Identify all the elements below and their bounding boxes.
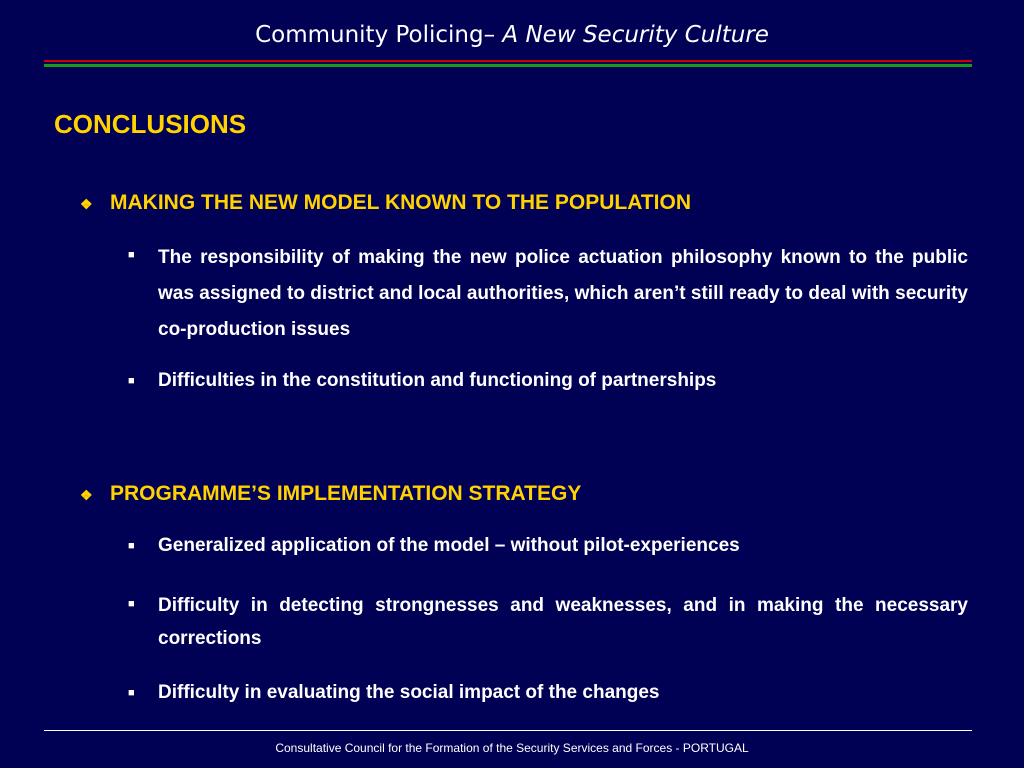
list-item <box>128 533 968 559</box>
slide-title-main: Community Policing <box>255 22 484 48</box>
list-item <box>128 368 968 394</box>
bullet-text: Difficulty in detecting strongnesses and weaknesses, and in making the necessary corrections <box>158 595 968 649</box>
section-model-known <box>80 188 970 391</box>
section-heading: CONCLUSIONS <box>54 109 247 139</box>
slide-title <box>0 20 1024 50</box>
square-bullet-icon: ■ <box>128 249 135 261</box>
bullet-text: Difficulty in evaluating the social impact of the changes <box>158 682 660 703</box>
header-divider-red <box>44 60 972 62</box>
slide-title-dash: – <box>483 22 503 48</box>
list-item <box>128 680 968 706</box>
section-implementation-strategy <box>80 479 970 703</box>
slide-subtitle: A New Security Culture <box>502 22 769 48</box>
diamond-bullet-icon: ❖ <box>80 487 93 503</box>
diamond-bullet-icon: ❖ <box>80 196 93 212</box>
bullet-text: Generalized application of the model – without pilot-experiences <box>158 535 740 556</box>
bullet-text: Difficulties in the constitution and functioning of partnerships <box>158 370 717 391</box>
section-title-row <box>80 479 970 510</box>
bullet-text: The responsibility of making the new police actuation philosophy known to the public was assigned to district and local authorities, which aren’t still ready to deal with security co-production issues <box>158 247 968 340</box>
square-bullet-icon: ■ <box>128 375 135 387</box>
list-item <box>128 589 968 655</box>
footer-divider <box>44 730 972 731</box>
square-bullet-icon: ■ <box>128 687 135 699</box>
footer-text: Consultative Council for the Formation of the Security Services and Forces - PORTUGAL <box>275 741 749 755</box>
square-bullet-icon: ■ <box>128 540 135 552</box>
square-bullet-icon: ■ <box>128 598 135 610</box>
section-title: MAKING THE NEW MODEL KNOWN TO THE POPULATION <box>110 191 691 214</box>
list-item <box>128 240 968 348</box>
header-divider-green <box>44 64 972 67</box>
section-title: PROGRAMME’S IMPLEMENTATION STRATEGY <box>110 482 582 505</box>
section-title-row <box>80 188 970 219</box>
